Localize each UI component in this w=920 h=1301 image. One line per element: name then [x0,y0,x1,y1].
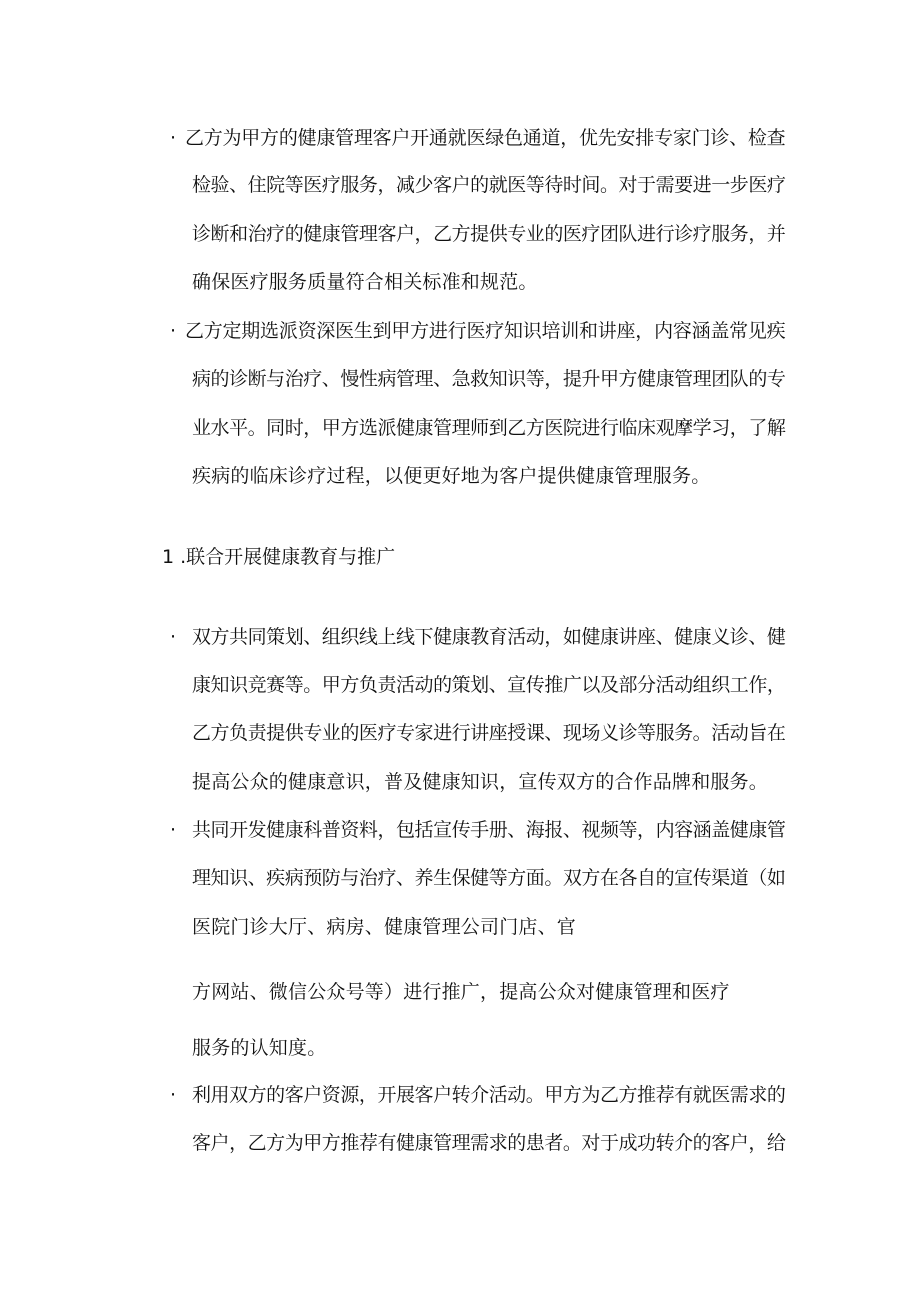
bullet-mark: · [170,320,177,342]
paragraph-line: 双方共同策划、组织线上线下健康教育活动，如健康讲座、健康义诊、健 [192,626,786,648]
paragraph-line: 客户，乙方为甲方推荐有健康管理需求的患者。对于成功转介的客户，给 [192,1132,786,1154]
paragraph-line: 检验、住院等医疗服务，减少客户的就医等待时间。对于需要进一步医疗 [192,174,786,196]
bullet-mark: · [170,819,177,841]
paragraph-line: 乙方为甲方的健康管理客户开通就医绿色通道，优先安排专家门诊、检查 [185,127,786,149]
bullet-mark: · [170,626,177,648]
paragraph-line: 病的诊断与治疗、慢性病管理、急救知识等，提升甲方健康管理团队的专 [192,368,786,390]
paragraph-line: 服务的认知度。 [192,1037,327,1059]
paragraph-line: 方网站、微信公众号等）进行推广，提高公众对健康管理和医疗 [192,981,730,1003]
paragraph-line: 康知识竞赛等。甲方负责活动的策划、宣传推广以及部分活动组织工作， [192,674,786,696]
paragraph-line: 共同开发健康科普资料，包括宣传手册、海报、视频等，内容涵盖健康管 [192,819,786,841]
paragraph-line: 乙方负责提供专业的医疗专家进行讲座授课、现场义诊等服务。活动旨在 [192,722,786,744]
paragraph-line: 理知识、疾病预防与治疗、养生保健等方面。双方在各自的宣传渠道（如 [192,867,786,889]
paragraph-line: 利用双方的客户资源，开展客户转介活动。甲方为乙方推荐有就医需求的 [192,1084,786,1106]
paragraph-line: 疾病的临床诊疗过程，以便更好地为客户提供健康管理服务。 [192,465,711,487]
bullet-mark: · [170,127,177,149]
paragraph-line: 医院门诊大厅、病房、健康管理公司门店、官 [192,916,577,938]
paragraph-line: 提高公众的健康意识，普及健康知识，宣传双方的合作品牌和服务。 [192,771,769,793]
section-heading: 1 .联合开展健康教育与推广 [162,546,396,568]
paragraph-line: 乙方定期选派资深医生到甲方进行医疗知识培训和讲座，内容涵盖常见疾 [185,320,786,342]
bullet-mark: · [170,1084,177,1106]
paragraph-line: 诊断和治疗的健康管理客户，乙方提供专业的医疗团队进行诊疗服务，并 [192,223,786,245]
paragraph-line: 确保医疗服务质量符合相关标准和规范。 [192,271,538,293]
paragraph-line: 业水平。同时，甲方选派健康管理师到乙方医院进行临床观摩学习，了解 [192,417,786,439]
